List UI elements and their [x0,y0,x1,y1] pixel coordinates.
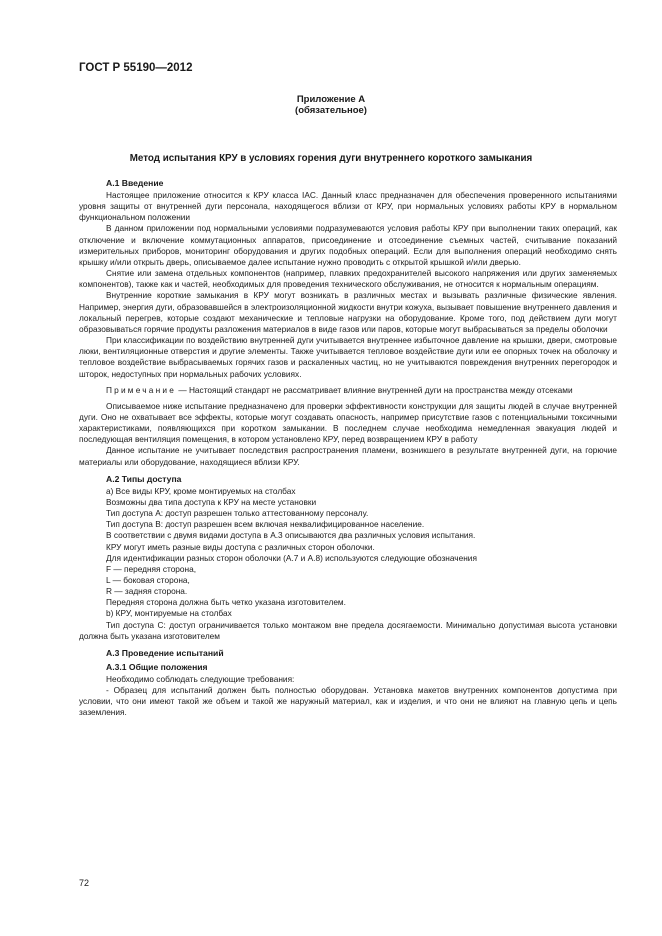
paragraph: Описываемое ниже испытание предназначено для проверки эффективности конструкции для защиты людей в случае внутренней дуги. Оно не охватывает все эффекты, которые могут создавать опасность, например присутствие газов с потенциальными токсичными характеристиками, появляющихся при коротком замыкании. В последнем случае необходима немедленная эвакуация людей и последующая вентиляция помещения, в котором установлено КРУ, перед возвращением КРУ в работу [79,400,617,445]
paragraph: Снятие или замена отдельных компонентов (например, плавких предохранителей высокого напряжения или других заменяемых компонентов), также как и частей, необходимых для проведения технического обслуживания, не относится к нормальным операциям. [79,268,617,290]
list-line: L — боковая сторона, [106,575,190,585]
list-line: b) КРУ, монтируемые на столбах [106,608,232,619]
list-line: Необходимо соблюдать следующие требования: [106,673,295,684]
standard-header: ГОСТ Р 55190—2012 [79,62,193,74]
paragraph: Настоящее приложение относится к КРУ класса IAC. Данный класс предназначен для обеспечения провеpенного испытаниями уровня защиты от внутренней дуги персонала, находящегося вблизи от КРУ, при нормальных условиях работы КРУ в нормальном функциональном положении [79,190,617,223]
paragraph: - Образец для испытаний должен быть полностью оборудован. Установка макетов внутренних компонентов допустима при условии, что они имеют такой же объем и такой же наружный материал, как и изделия, и что они не влияют на главную цепь и цепь заземления. [79,685,617,718]
paragraph: Данное испытание не учитывает последствия распространения пламени, возникшего в результате внутренней дуги, на горючие материалы или оборудование, находящиеся вблизи КРУ. [79,445,617,467]
list-line: Тип доступа А: доступ разрешен только аттестованному персоналу. [106,508,369,519]
section-a3-1-heading: А.3.1 Общие положения [106,661,208,672]
paragraph: Внутренние короткие замыкания в КРУ могут возникать в различных местах и вызывать различные физические явления. Например, энергия дуги, образовавшейся в электроизоляционной жидкости внутри кожуха, вызывает повышение внутреннего давления и локальный перегрев, которые создают механические и тепловые нагрузки на оборудование. Кроме того, под действием дуги могут образовываться горячие продукты разложения материалов в виде газов или паров, которые могут выбрасываться за пределы оболочки [79,290,617,334]
section-a1-heading: А.1 Введение [106,178,164,188]
list-line: Тип доступа В: доступ разрешен всем включая неквалифицированное население. [106,519,425,530]
annex-status: (обязательное) [295,105,367,116]
paragraph: Тип доступа С: доступ ограничивается только монтажом вне предела досягаемости. Минимально допустимая высота установки должна быть указана изготовителем [79,619,617,641]
list-line: R — задняя сторона. [106,586,188,597]
list-line: F — передняя сторона, [106,563,197,574]
annex-title: Приложение А [296,94,366,105]
list-line: Для идентификации разных сторон оболочки (А.7 и А.8) используются следующие обозначения [106,552,477,563]
list-line: а) Все виды КРУ, кроме монтируемых на столбах [106,485,296,496]
note-text: — Настоящий стандарт не рассматривает влияние внутренней дуги на пространства между отсеками [176,384,573,395]
document-title: Метод испытания КРУ в условиях горения дуги внутреннего короткого замыкания [129,153,533,164]
list-line: Возможны два типа доступа к КРУ на месте установки [106,496,317,507]
note-label: Примечание [106,384,177,395]
paragraph: При классификации по воздействию внутренней дуги учитывается внутреннее избыточное давление на крышки, двери, смотровые люки, вентиляционные отверстия и другие элементы. Также учитывается тепловое воздействие дуги или ее опорных точек на оболочку и тепловое воздействие выбрасываемых горячих газов и раскаленных частиц, но не учитываются повреждения внутренних перегородок и шторок, недоступных при нормальных рабочих условиях. [79,335,617,379]
page-number: 72 [79,878,90,888]
list-line: Передняя сторона должна быть четко указана изготовителем. [106,597,346,608]
document-body [79,176,617,719]
paragraph: В данном приложении под нормальными условиями подразумеваются условия работы КРУ при выполнении таких операций, как отключение и включение коммутационных аппаратов, присоединение и отсоединение съемных частей, считывание показаний измерительных приборов, мониторинг оборудования и других подобных операций. Если для выполнения операций необходимо снять крышку и/или открыть дверь, описываемое далее испытание нужно проводить с открытой крышкой и/или дверью. [79,223,617,267]
section-a3-heading: А.3 Проведение испытаний [106,647,224,658]
note [79,385,617,396]
list-line: КРУ могут иметь разные виды доступа с различных сторон оболочки. [106,541,375,552]
section-a2-heading: А.2 Типы доступа [106,473,182,484]
list-line: В соответствии с двумя видами доступа в А.3 описываются два различных условия испытания. [106,530,476,541]
